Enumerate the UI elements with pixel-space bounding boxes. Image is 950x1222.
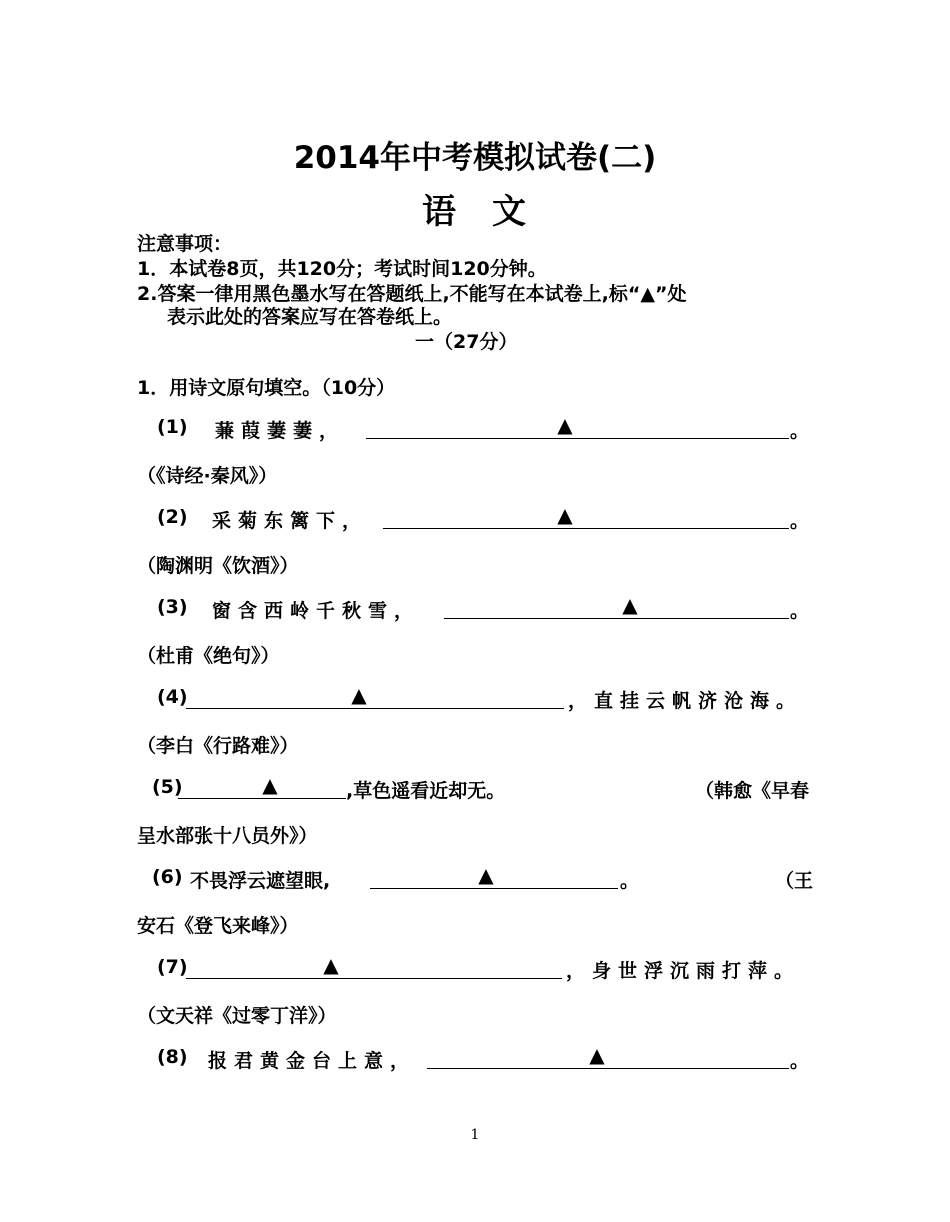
answer-blank-1[interactable] xyxy=(366,413,789,439)
item-7-text: ，身世浮沉雨打萍。 xyxy=(566,960,801,982)
subject-char-1: 语 xyxy=(422,192,458,232)
item-8-text: 报君黄金台上意， xyxy=(208,1050,417,1072)
notice-item-1: 1．本试卷8页，共120分；考试时间120分钟。 xyxy=(137,258,547,280)
section-heading: 一（27分） xyxy=(415,331,518,353)
item-5-number: (5) xyxy=(152,776,183,798)
answer-blank-2[interactable] xyxy=(383,503,789,529)
item-4-number: (4) xyxy=(157,686,188,708)
item-2-text: 采菊东篱下， xyxy=(212,510,369,532)
page-number: 1 xyxy=(470,1127,480,1143)
answer-blank-8[interactable] xyxy=(427,1043,789,1069)
answer-blank-6[interactable] xyxy=(370,863,618,889)
item-5-source-part-1: （韩愈《早春 xyxy=(695,780,810,802)
subject-char-2: 文 xyxy=(492,192,528,232)
item-1-number: (1) xyxy=(157,416,188,438)
item-1-text: 蒹葭萋萋， xyxy=(215,420,346,442)
answer-blank-3[interactable] xyxy=(444,593,789,619)
exam-title: 2014年中考模拟试卷(二) xyxy=(293,140,657,176)
item-6-source-part-2: 安石《登飞来峰》） xyxy=(137,915,299,937)
item-4-text: ，直挂云帆济沧海。 xyxy=(568,690,803,712)
answer-triangle-icon: ▲ xyxy=(478,863,494,887)
item-5-text: ,草色遥看近却无。 xyxy=(346,780,506,802)
item-3-number: (3) xyxy=(157,596,188,618)
item-2-number: (2) xyxy=(157,506,188,528)
item-6-end: 。 xyxy=(620,870,640,892)
notice-heading: 注意事项： xyxy=(137,233,233,255)
item-2-end: 。 xyxy=(790,510,810,532)
item-8-end: 。 xyxy=(790,1050,810,1072)
answer-triangle-icon: ▲ xyxy=(557,413,573,437)
subject-title xyxy=(0,184,950,233)
item-7-source: （文天祥《过零丁洋》） xyxy=(137,1005,337,1027)
answer-triangle-icon: ▲ xyxy=(557,503,573,527)
answer-triangle-icon: ▲ xyxy=(351,683,367,707)
item-6-text: 不畏浮云遮望眼, xyxy=(190,870,331,892)
answer-blank-7[interactable] xyxy=(186,953,562,979)
answer-triangle-icon: ▲ xyxy=(323,953,339,977)
item-2-source: （陶渊明《饮酒》） xyxy=(137,555,299,577)
item-8-number: (8) xyxy=(157,1046,188,1068)
answer-triangle-icon: ▲ xyxy=(589,1043,605,1067)
question-1-prompt: 1．用诗文原句填空。（10分） xyxy=(137,377,396,399)
item-4-source: （李白《行路难》） xyxy=(137,735,299,757)
item-6-source-part-1: （王 xyxy=(775,870,814,892)
answer-triangle-icon: ▲ xyxy=(622,593,638,617)
item-1-source: （《诗经·秦风》） xyxy=(137,465,278,487)
notice-item-2-line-1: 2.答案一律用黑色墨水写在答题纸上,不能写在本试卷上,标“▲”处 xyxy=(137,283,687,305)
item-7-number: (7) xyxy=(157,956,188,978)
answer-blank-4[interactable] xyxy=(186,683,564,709)
item-3-end: 。 xyxy=(790,600,810,622)
answer-blank-5[interactable] xyxy=(178,773,346,799)
item-3-source: （杜甫《绝句》） xyxy=(137,645,280,667)
item-1-end: 。 xyxy=(790,420,810,442)
item-5-source-part-2: 呈水部张十八员外》） xyxy=(137,825,318,847)
item-6-number: (6) xyxy=(152,866,183,888)
answer-triangle-icon: ▲ xyxy=(262,773,278,797)
notice-item-2-line-2: 表示此处的答案应写在答卷纸上。 xyxy=(167,306,453,328)
item-3-text: 窗含西岭千秋雪， xyxy=(212,600,421,622)
